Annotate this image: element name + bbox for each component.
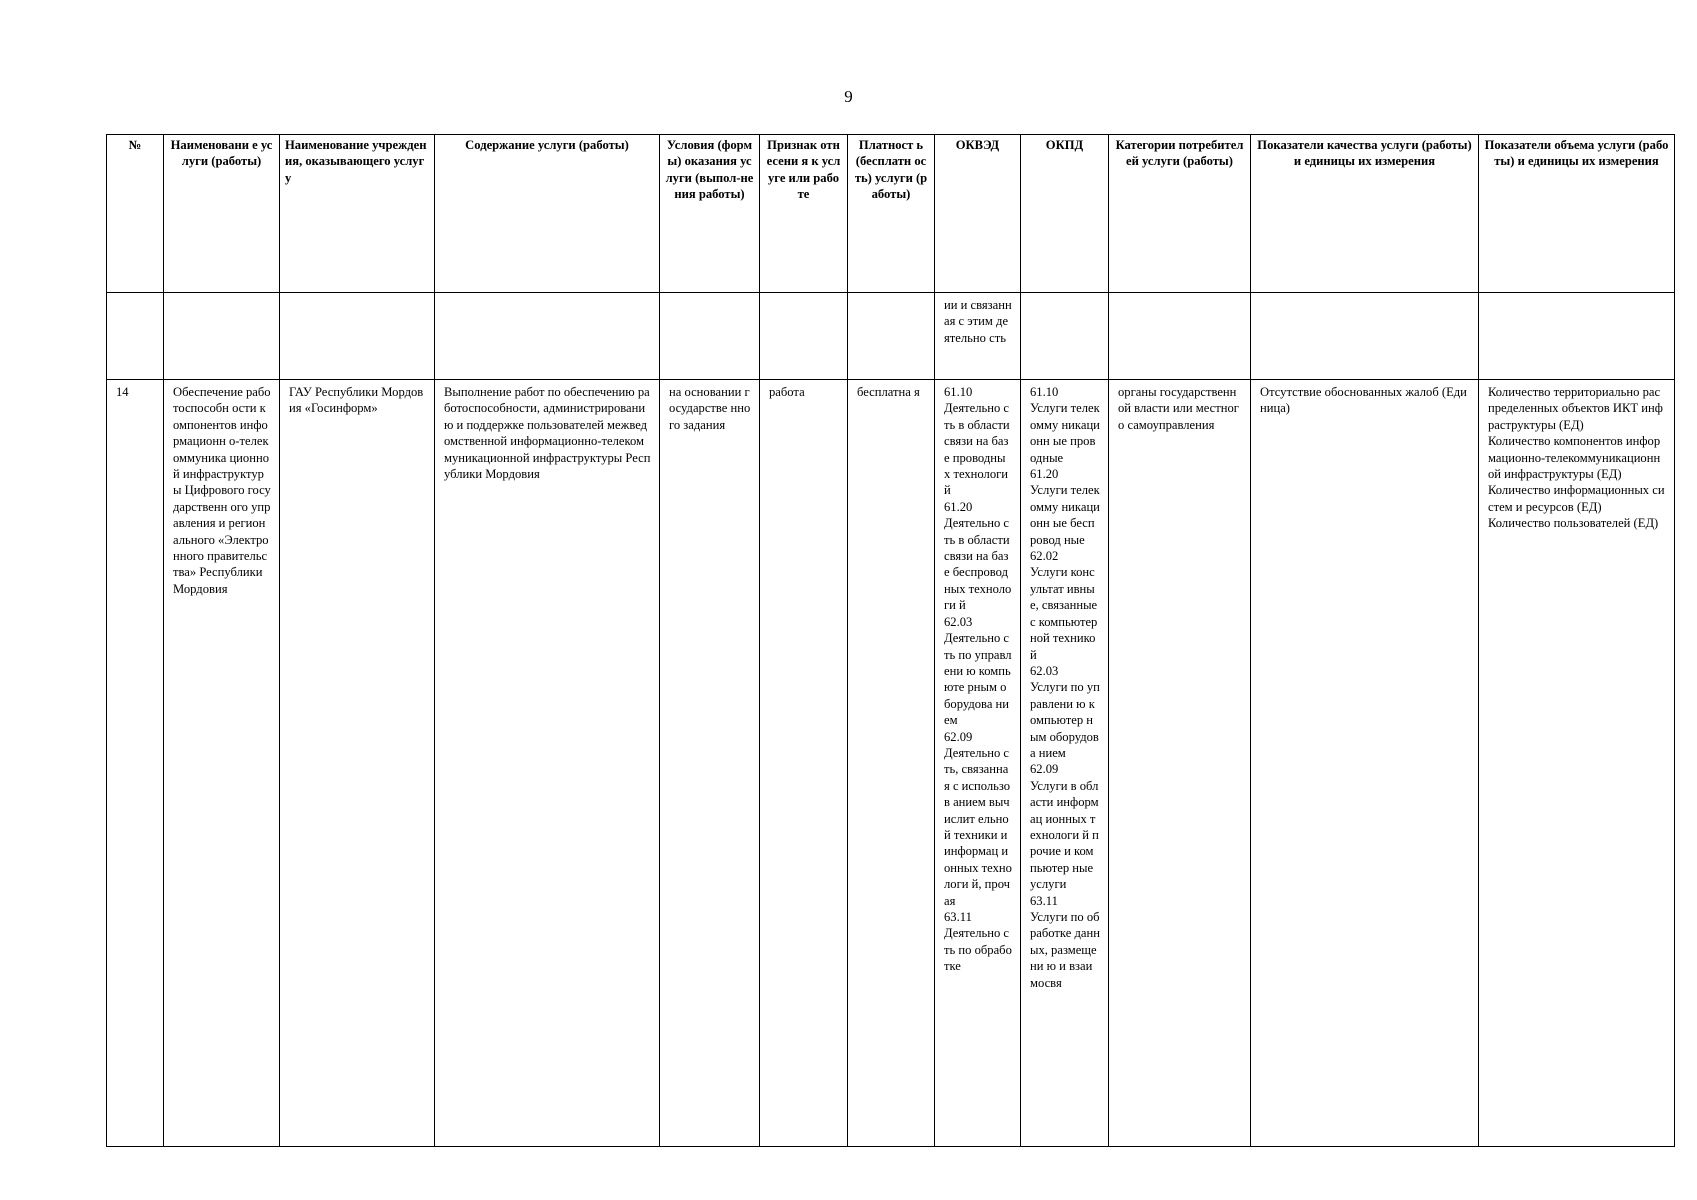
page-number: 9 [844, 87, 853, 106]
row-consumers: органы государственной власти или местного самоуправления [1109, 380, 1251, 1147]
okved-line: 63.11 [944, 910, 972, 924]
row-number: 14 [107, 380, 164, 1147]
okved-line: Деятельно сть по обработке [944, 926, 1012, 974]
header-institution: Наименование учреждения, оказывающего услугу [280, 135, 435, 293]
header-type: Признак отнесени я к услуге или работе [760, 135, 848, 293]
row-okved [935, 380, 1021, 1147]
okpd-line: Услуги телекомму никационн ые проводные [1030, 401, 1100, 465]
okpd-line: Услуги по обработке данных, размещени ю и взаимосвя [1030, 910, 1100, 990]
row-volume [1479, 380, 1675, 1147]
volume-line: Количество информационных систем и ресурсов (ЕД) [1488, 483, 1665, 514]
header-row [107, 135, 1675, 293]
cont-cell-type [760, 293, 848, 380]
cont-cell-volume [1479, 293, 1675, 380]
row-conditions: на основании государстве нного задания [660, 380, 760, 1147]
okpd-line: 61.10 [1030, 385, 1059, 399]
header-okpd: ОКПД [1021, 135, 1109, 293]
okpd-line: Услуги в области информац ионных технологи й прочие и компьютер ные услуги [1030, 778, 1099, 892]
table-row [107, 380, 1675, 1147]
header-consumers: Категории потребителей услуги (работы) [1109, 135, 1251, 293]
okved-line: Деятельно сть в области связи на базе беспровод ных технологи й [944, 516, 1012, 613]
volume-line: Количество территориально распределенных объектов ИКТ инфраструктуры (ЕД) [1488, 385, 1663, 432]
row-quality: Отсутствие обоснованных жалоб (Единица) [1251, 380, 1479, 1147]
cont-cell-content [435, 293, 660, 380]
continuation-row [107, 293, 1675, 380]
row-type: работа [760, 380, 848, 1147]
header-payment: Платност ь (бесплатн ость) услуги (работы) [848, 135, 935, 293]
header-number: № [107, 135, 164, 293]
cont-cell-service [164, 293, 280, 380]
okved-line: 62.03 [944, 614, 973, 629]
header-content: Содержание услуги (работы) [435, 135, 660, 293]
header-okved: ОКВЭД [935, 135, 1021, 293]
row-okpd [1021, 380, 1109, 1147]
okved-line: 62.09 [944, 729, 973, 744]
okpd-line: 63.11 [1030, 893, 1058, 908]
header-conditions: Условия (формы) оказания услуги (выпол-нения работы) [660, 135, 760, 293]
okpd-line: 62.02 [1030, 549, 1059, 564]
services-table [106, 134, 1675, 1147]
header-service-name: Наименовани е услуги (работы) [164, 135, 280, 293]
volume-line: Количество пользователей (ЕД) [1488, 516, 1659, 531]
cont-cell-conditions [660, 293, 760, 380]
cont-cell-institution [280, 293, 435, 380]
header-volume: Показатели объема услуги (работы) и единицы их измерения [1479, 135, 1675, 293]
cont-cell-consumers [1109, 293, 1251, 380]
row-content: Выполнение работ по обеспечению работоспособности, администрированию и поддержке пользователей межведомственной информационно-телекоммуникационной инфраструктуры Республики Мордовия [435, 380, 660, 1147]
okved-line: 61.10 [944, 385, 973, 399]
okpd-line: 62.09 [1030, 762, 1059, 777]
okpd-line: Услуги консультат ивные, связанные с компьютер ной техникой [1030, 565, 1098, 662]
cont-cell-okpd [1021, 293, 1109, 380]
cont-cell-number [107, 293, 164, 380]
okpd-line: 62.03 [1030, 663, 1059, 678]
cont-cell-okved: ии и связанная с этим деятельно сть [935, 293, 1021, 380]
okpd-line: Услуги по управлени ю компьютер ным оборудова нием [1030, 680, 1100, 760]
okpd-line: Услуги телекомму никационн ые беспровод ные [1030, 483, 1100, 547]
row-service-name: Обеспечение работоспособн ости компонентов информационн о-телекоммуника ционной инфраструктур ы Цифрового государственн ого управления и регионального «Электронного правительства» Республики Мордовия [164, 380, 280, 1147]
cont-cell-payment [848, 293, 935, 380]
cont-cell-quality [1251, 293, 1479, 380]
row-institution: ГАУ Республики Мордовия «Госинформ» [280, 380, 435, 1147]
row-payment: бесплатна я [848, 380, 935, 1147]
okved-line: Деятельно сть, связанная с использов анием вычислит ельной техники и информац ионных технологи й, прочая [944, 745, 1012, 908]
volume-line: Количество компонентов информационно-телекоммуникационной инфраструктуры (ЕД) [1488, 434, 1661, 482]
okpd-line: 61.20 [1030, 467, 1059, 482]
okved-line: 61.20 [944, 499, 973, 514]
okved-line: Деятельно сть в области связи на базе проводны х технологи й [944, 401, 1010, 498]
okved-line: Деятельно сть по управлени ю компьюте рным оборудова нием [944, 631, 1012, 728]
header-quality: Показатели качества услуги (работы) и единицы их измерения [1251, 135, 1479, 293]
